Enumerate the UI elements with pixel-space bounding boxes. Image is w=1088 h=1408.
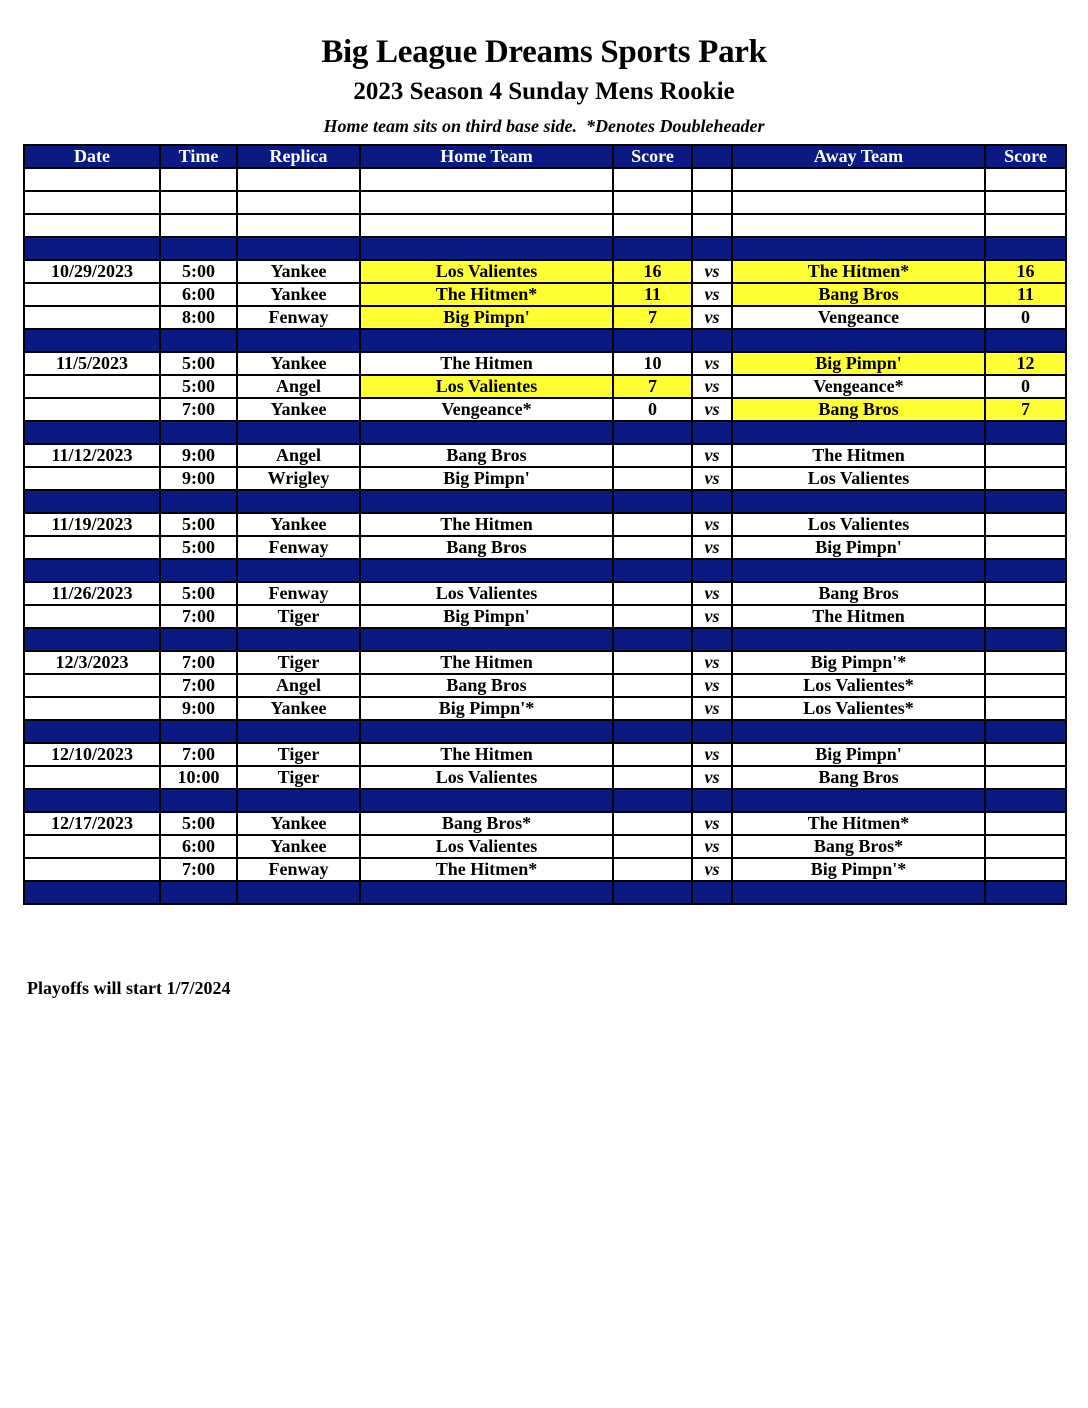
game-row	[24, 812, 1066, 835]
game-field: Tiger	[237, 766, 360, 789]
game-time: 9:00	[160, 467, 237, 490]
game-row	[24, 536, 1066, 559]
away-team: Big Pimpn'	[732, 352, 985, 375]
away-score: 7	[985, 398, 1066, 421]
away-score	[985, 812, 1066, 835]
game-field: Yankee	[237, 697, 360, 720]
home-score	[613, 651, 692, 674]
game-date	[24, 467, 160, 490]
week-separator-row	[24, 881, 1066, 904]
game-row	[24, 444, 1066, 467]
home-score	[613, 467, 692, 490]
game-time: 9:00	[160, 697, 237, 720]
vs-label: vs	[692, 674, 732, 697]
home-score: 7	[613, 306, 692, 329]
away-team: Bang Bros	[732, 398, 985, 421]
home-team: The Hitmen*	[360, 858, 613, 881]
away-score: 0	[985, 375, 1066, 398]
vs-label: vs	[692, 283, 732, 306]
away-score	[985, 605, 1066, 628]
game-field: Tiger	[237, 605, 360, 628]
vs-label: vs	[692, 513, 732, 536]
game-row	[24, 605, 1066, 628]
away-team: Los Valientes	[732, 467, 985, 490]
game-date	[24, 375, 160, 398]
game-date	[24, 858, 160, 881]
away-team: Big Pimpn'*	[732, 858, 985, 881]
game-date: 11/12/2023	[24, 444, 160, 467]
col-header-away-score: Score	[985, 145, 1066, 168]
vs-label: vs	[692, 812, 732, 835]
home-score: 10	[613, 352, 692, 375]
away-team: Los Valientes	[732, 513, 985, 536]
col-header-date: Date	[24, 145, 160, 168]
game-time: 5:00	[160, 375, 237, 398]
game-row	[24, 306, 1066, 329]
game-time: 10:00	[160, 766, 237, 789]
away-score	[985, 444, 1066, 467]
vs-label: vs	[692, 306, 732, 329]
game-row	[24, 375, 1066, 398]
game-field: Wrigley	[237, 467, 360, 490]
away-team: The Hitmen*	[732, 260, 985, 283]
col-header-time: Time	[160, 145, 237, 168]
home-team: Bang Bros	[360, 674, 613, 697]
game-date: 11/19/2023	[24, 513, 160, 536]
page-subtitle: 2023 Season 4 Sunday Mens Rookie	[353, 78, 735, 105]
game-field: Fenway	[237, 306, 360, 329]
home-team: Big Pimpn'	[360, 467, 613, 490]
game-time: 5:00	[160, 260, 237, 283]
away-score	[985, 858, 1066, 881]
home-team: Los Valientes	[360, 260, 613, 283]
away-score: 0	[985, 306, 1066, 329]
week-separator-row	[24, 789, 1066, 812]
game-time: 7:00	[160, 398, 237, 421]
vs-label: vs	[692, 398, 732, 421]
home-team: The Hitmen*	[360, 283, 613, 306]
vs-label: vs	[692, 467, 732, 490]
game-date: 10/29/2023	[24, 260, 160, 283]
vs-label: vs	[692, 605, 732, 628]
home-team: Bang Bros	[360, 536, 613, 559]
game-time: 8:00	[160, 306, 237, 329]
home-score	[613, 743, 692, 766]
game-time: 6:00	[160, 835, 237, 858]
home-score: 11	[613, 283, 692, 306]
game-time: 7:00	[160, 651, 237, 674]
away-score	[985, 513, 1066, 536]
vs-label: vs	[692, 444, 732, 467]
game-field: Yankee	[237, 513, 360, 536]
home-team: Los Valientes	[360, 582, 613, 605]
blank-row	[24, 214, 1066, 237]
game-field: Tiger	[237, 743, 360, 766]
vs-label: vs	[692, 651, 732, 674]
home-score	[613, 812, 692, 835]
playoffs-note: Playoffs will start 1/7/2024	[27, 978, 231, 998]
game-field: Angel	[237, 375, 360, 398]
col-header-replica: Replica	[237, 145, 360, 168]
away-team: Los Valientes*	[732, 697, 985, 720]
game-field: Yankee	[237, 260, 360, 283]
col-header-away-team: Away Team	[732, 145, 985, 168]
home-score: 7	[613, 375, 692, 398]
away-team: Vengeance	[732, 306, 985, 329]
game-row	[24, 674, 1066, 697]
home-score	[613, 835, 692, 858]
game-time: 5:00	[160, 352, 237, 375]
vs-label: vs	[692, 375, 732, 398]
game-date	[24, 697, 160, 720]
game-time: 5:00	[160, 812, 237, 835]
away-team: The Hitmen	[732, 605, 985, 628]
game-date	[24, 306, 160, 329]
game-row	[24, 651, 1066, 674]
vs-label: vs	[692, 260, 732, 283]
vs-label: vs	[692, 766, 732, 789]
col-header-home-team: Home Team	[360, 145, 613, 168]
away-score	[985, 536, 1066, 559]
vs-label: vs	[692, 743, 732, 766]
doubleheader-note: Home team sits on third base side. *Denotes Doubleheader	[323, 116, 765, 136]
away-team: Vengeance*	[732, 375, 985, 398]
game-time: 9:00	[160, 444, 237, 467]
game-row	[24, 697, 1066, 720]
away-score	[985, 651, 1066, 674]
home-score: 16	[613, 260, 692, 283]
home-score	[613, 444, 692, 467]
game-field: Yankee	[237, 812, 360, 835]
game-row	[24, 467, 1066, 490]
home-team: Bang Bros*	[360, 812, 613, 835]
game-time: 7:00	[160, 858, 237, 881]
game-date: 12/10/2023	[24, 743, 160, 766]
away-score	[985, 835, 1066, 858]
away-team: Big Pimpn'*	[732, 651, 985, 674]
home-score	[613, 536, 692, 559]
week-separator-row	[24, 559, 1066, 582]
away-score: 11	[985, 283, 1066, 306]
header-row	[24, 145, 1066, 168]
week-separator-row	[24, 490, 1066, 513]
away-score	[985, 743, 1066, 766]
game-row	[24, 283, 1066, 306]
blank-row	[24, 191, 1066, 214]
away-team: The Hitmen*	[732, 812, 985, 835]
game-field: Angel	[237, 444, 360, 467]
game-time: 5:00	[160, 513, 237, 536]
game-field: Tiger	[237, 651, 360, 674]
away-score	[985, 674, 1066, 697]
away-team: Los Valientes*	[732, 674, 985, 697]
home-score	[613, 582, 692, 605]
vs-label: vs	[692, 536, 732, 559]
away-score	[985, 766, 1066, 789]
home-team: The Hitmen	[360, 651, 613, 674]
away-team: Big Pimpn'	[732, 536, 985, 559]
schedule-body	[24, 168, 1066, 904]
col-header-home-score: Score	[613, 145, 692, 168]
game-row	[24, 582, 1066, 605]
home-score	[613, 858, 692, 881]
game-row	[24, 858, 1066, 881]
game-row	[24, 743, 1066, 766]
away-score: 12	[985, 352, 1066, 375]
home-team: Los Valientes	[360, 766, 613, 789]
week-separator-row	[24, 628, 1066, 651]
away-team: Big Pimpn'	[732, 743, 985, 766]
away-score: 16	[985, 260, 1066, 283]
away-team: Bang Bros*	[732, 835, 985, 858]
week-separator-row	[24, 421, 1066, 444]
home-score	[613, 674, 692, 697]
game-row	[24, 352, 1066, 375]
home-score	[613, 605, 692, 628]
game-time: 5:00	[160, 536, 237, 559]
game-field: Yankee	[237, 352, 360, 375]
away-team: The Hitmen	[732, 444, 985, 467]
game-date: 12/3/2023	[24, 651, 160, 674]
home-score	[613, 513, 692, 536]
game-field: Angel	[237, 674, 360, 697]
away-score	[985, 697, 1066, 720]
home-team: Big Pimpn'	[360, 605, 613, 628]
away-score	[985, 467, 1066, 490]
away-team: Bang Bros	[732, 766, 985, 789]
vs-label: vs	[692, 582, 732, 605]
game-time: 5:00	[160, 582, 237, 605]
game-field: Yankee	[237, 283, 360, 306]
game-field: Yankee	[237, 398, 360, 421]
game-field: Yankee	[237, 835, 360, 858]
game-row	[24, 260, 1066, 283]
game-row	[24, 835, 1066, 858]
blank-row	[24, 168, 1066, 191]
home-team: Vengeance*	[360, 398, 613, 421]
home-team: Bang Bros	[360, 444, 613, 467]
game-date	[24, 766, 160, 789]
home-team: The Hitmen	[360, 513, 613, 536]
game-date	[24, 605, 160, 628]
game-row	[24, 766, 1066, 789]
home-team: Los Valientes	[360, 835, 613, 858]
game-field: Fenway	[237, 582, 360, 605]
game-date: 11/26/2023	[24, 582, 160, 605]
home-team: Los Valientes	[360, 375, 613, 398]
game-date	[24, 674, 160, 697]
home-score	[613, 697, 692, 720]
away-team: Bang Bros	[732, 283, 985, 306]
game-date	[24, 283, 160, 306]
week-separator-row	[24, 720, 1066, 743]
game-field: Fenway	[237, 536, 360, 559]
game-time: 7:00	[160, 605, 237, 628]
home-score	[613, 766, 692, 789]
week-separator-row	[24, 329, 1066, 352]
game-date	[24, 398, 160, 421]
schedule-table	[23, 144, 1067, 905]
page-title: Big League Dreams Sports Park	[321, 34, 767, 70]
game-date: 12/17/2023	[24, 812, 160, 835]
game-date	[24, 835, 160, 858]
game-field: Fenway	[237, 858, 360, 881]
game-date	[24, 536, 160, 559]
home-team: Big Pimpn'	[360, 306, 613, 329]
vs-label: vs	[692, 835, 732, 858]
game-time: 7:00	[160, 674, 237, 697]
col-header-vs	[692, 145, 732, 168]
game-row	[24, 398, 1066, 421]
vs-label: vs	[692, 697, 732, 720]
game-date: 11/5/2023	[24, 352, 160, 375]
game-row	[24, 513, 1066, 536]
away-score	[985, 582, 1066, 605]
home-team: The Hitmen	[360, 352, 613, 375]
game-time: 6:00	[160, 283, 237, 306]
game-time: 7:00	[160, 743, 237, 766]
home-team: Big Pimpn'*	[360, 697, 613, 720]
vs-label: vs	[692, 352, 732, 375]
week-separator-row	[24, 237, 1066, 260]
away-team: Bang Bros	[732, 582, 985, 605]
vs-label: vs	[692, 858, 732, 881]
home-score: 0	[613, 398, 692, 421]
home-team: The Hitmen	[360, 743, 613, 766]
